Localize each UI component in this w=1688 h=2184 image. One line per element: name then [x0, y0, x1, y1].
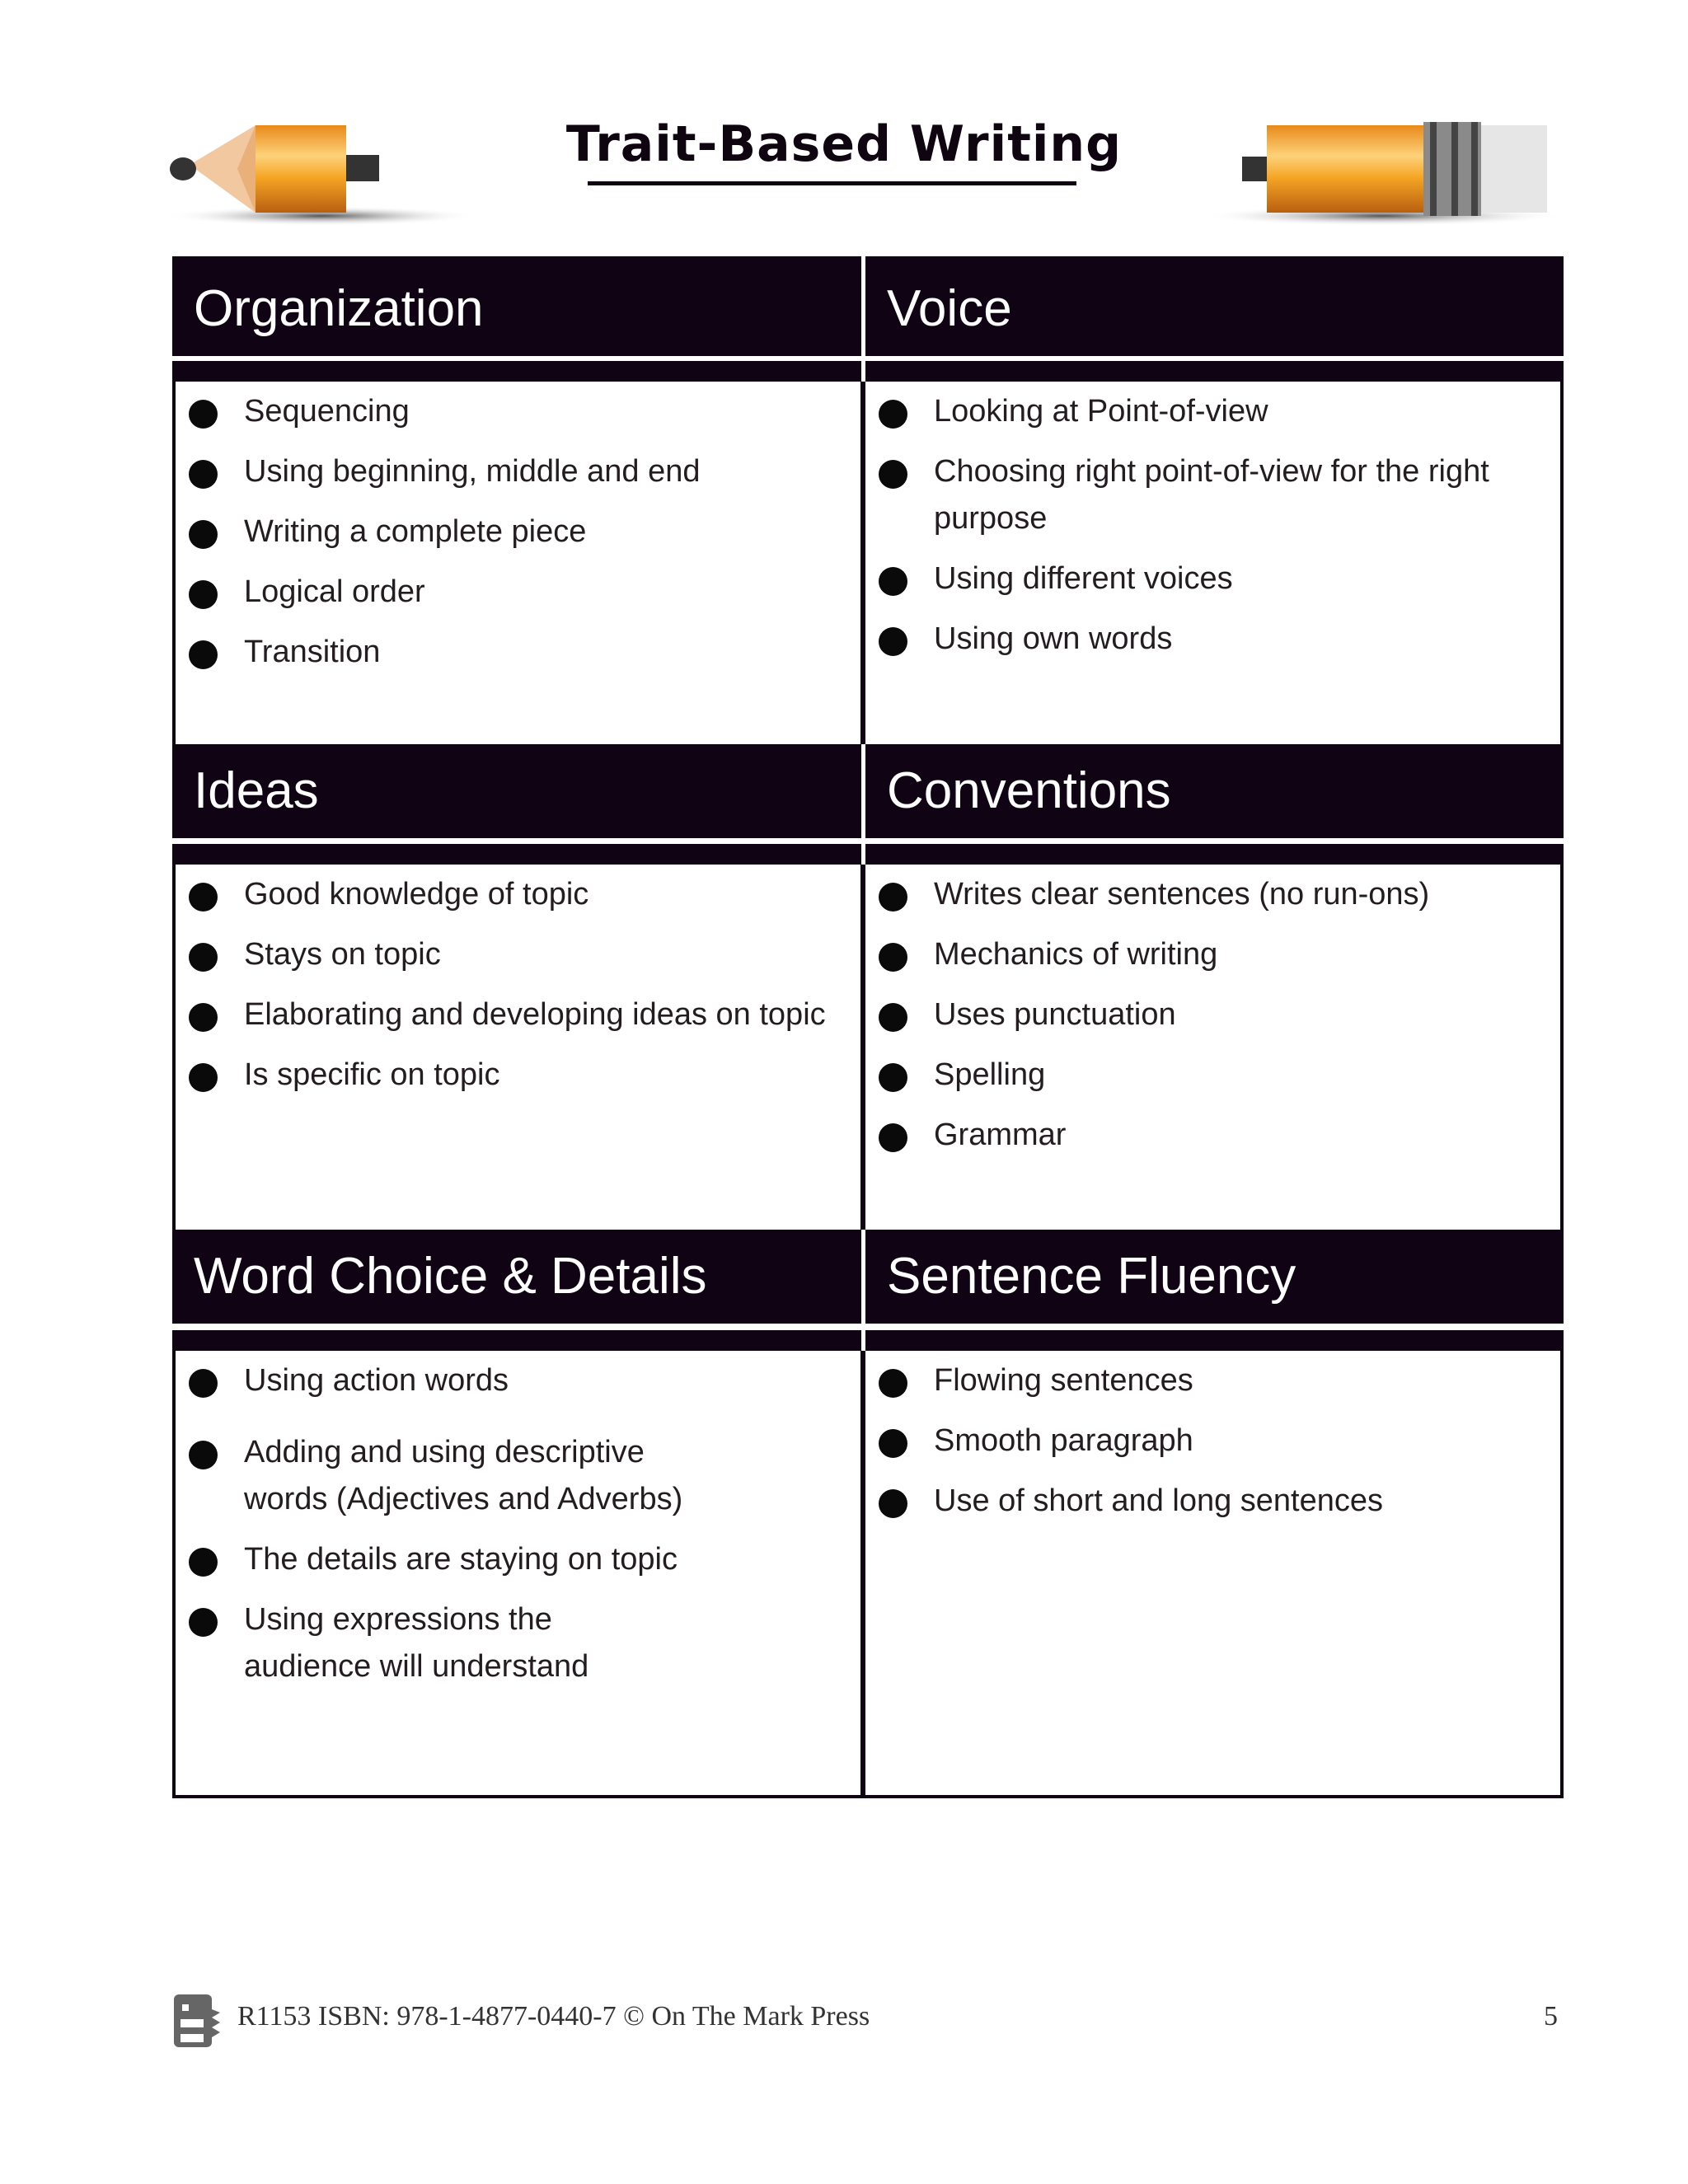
list-item: Using different voices	[865, 549, 1560, 609]
section-heading-conventions: Conventions	[865, 744, 1564, 838]
bullet-icon	[879, 883, 907, 912]
bullet-icon	[189, 520, 218, 549]
section-voice	[862, 382, 1564, 744]
bullet-icon	[189, 1003, 218, 1032]
list-item: Adding and using descriptive words (Adjectives and Adverbs)	[176, 1422, 860, 1530]
section-heading-word-choice: Word Choice & Details	[172, 1230, 861, 1324]
title-underline	[588, 181, 1076, 185]
header-band	[865, 361, 1564, 382]
bullet-icon	[189, 1608, 218, 1637]
list-item: Elaborating and developing ideas on topic	[176, 985, 860, 1045]
bullet-icon	[879, 1429, 907, 1458]
list-item: Looking at Point-of-view	[865, 382, 1560, 442]
header-band	[172, 361, 861, 382]
list-item: Writing a complete piece	[176, 502, 860, 562]
bullet-icon	[879, 1123, 907, 1152]
bullet-icon	[879, 567, 907, 596]
publisher-logo-icon	[172, 1993, 222, 2049]
list-item: The details are staying on topic	[176, 1530, 860, 1590]
list-item: Smooth paragraph	[865, 1411, 1560, 1471]
bullet-icon	[189, 1441, 218, 1469]
list-item: Flowing sentences	[865, 1351, 1560, 1411]
list-item: Using beginning, middle and end	[176, 442, 860, 502]
header-band	[865, 1330, 1564, 1351]
list-item: Stays on topic	[176, 925, 860, 985]
bullet-icon	[189, 1369, 218, 1398]
bullet-icon	[189, 1063, 218, 1092]
bullet-icon	[879, 460, 907, 489]
section-sentence-fluency	[862, 1351, 1564, 1798]
bullet-icon	[879, 1003, 907, 1032]
list-item: Use of short and long sentences	[865, 1471, 1560, 1531]
list-item: Using expressions the audience will understand	[176, 1590, 860, 1697]
bullet-icon	[189, 1548, 218, 1577]
list-item: Mechanics of writing	[865, 925, 1560, 985]
bullet-icon	[189, 640, 218, 669]
bullet-icon	[879, 1489, 907, 1518]
list-item: Uses punctuation	[865, 985, 1560, 1045]
bullet-icon	[189, 943, 218, 972]
section-heading-sentence-fluency: Sentence Fluency	[865, 1230, 1564, 1324]
section-conventions	[862, 865, 1564, 1230]
footer-copyright: R1153 ISBN: 978-1-4877-0440-7 © On The Mark Press	[237, 2001, 870, 2032]
section-heading-ideas: Ideas	[172, 744, 861, 838]
bullet-icon	[879, 1063, 907, 1092]
bullet-icon	[189, 400, 218, 429]
list-item: Transition	[176, 622, 860, 682]
page-title: Trait-Based Writing	[565, 115, 1123, 173]
bullet-icon	[879, 1369, 907, 1398]
section-heading-voice: Voice	[865, 256, 1564, 356]
list-item: Using own words	[865, 609, 1560, 669]
list-item: Spelling	[865, 1045, 1560, 1105]
bullet-icon	[879, 400, 907, 429]
section-ideas	[172, 865, 864, 1230]
list-item: Using action words	[176, 1351, 860, 1411]
traits-grid	[172, 256, 1564, 1798]
section-organization	[172, 382, 864, 744]
list-item: Grammar	[865, 1105, 1560, 1165]
list-item: Writes clear sentences (no run-ons)	[865, 865, 1560, 925]
header-band	[172, 844, 861, 865]
bullet-icon	[879, 627, 907, 656]
bullet-icon	[189, 580, 218, 609]
header-band	[865, 844, 1564, 865]
section-heading-organization: Organization	[172, 256, 861, 356]
list-item: Sequencing	[176, 382, 860, 442]
list-item: Is specific on topic	[176, 1045, 860, 1105]
list-item: Good knowledge of topic	[176, 865, 860, 925]
list-item: Logical order	[176, 562, 860, 622]
bullet-icon	[189, 883, 218, 912]
bullet-icon	[189, 460, 218, 489]
section-word-choice	[172, 1351, 864, 1798]
list-item: Choosing right point-of-view for the right purpose	[865, 442, 1560, 549]
bullet-icon	[879, 943, 907, 972]
header-band	[172, 1330, 861, 1351]
page-number: 5	[1544, 2001, 1558, 2032]
